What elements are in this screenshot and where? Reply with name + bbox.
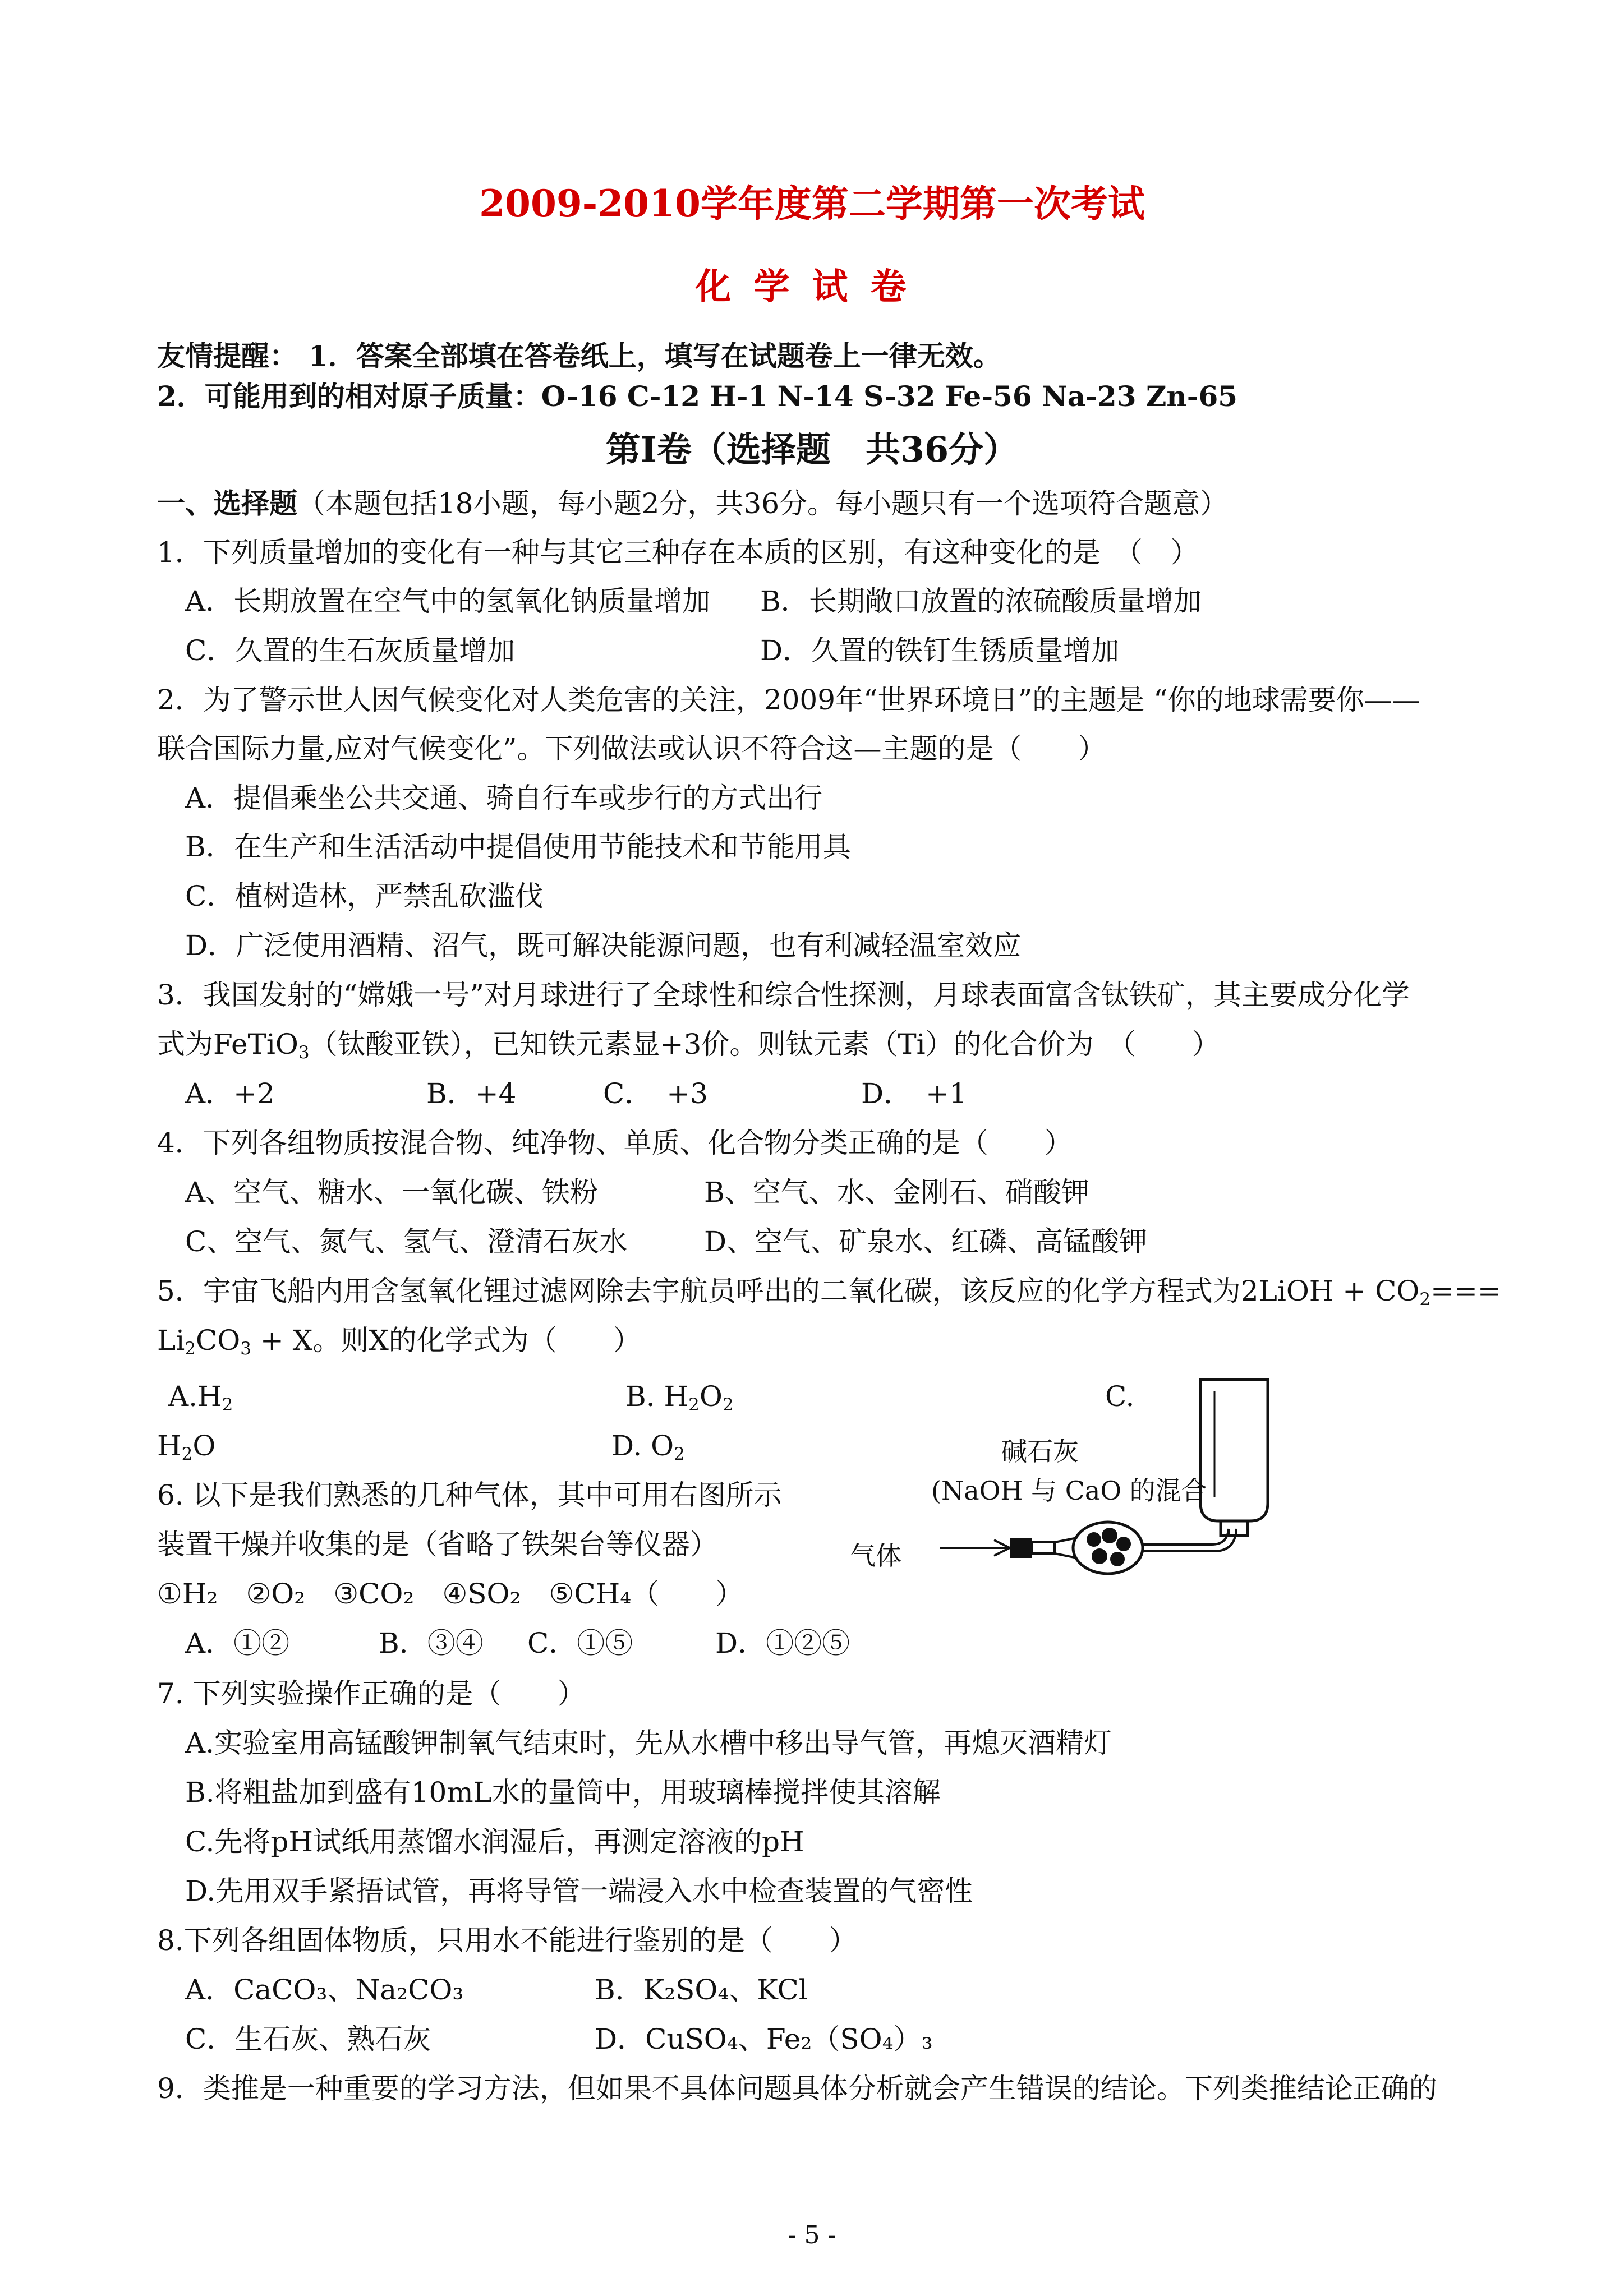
q4-option-a: A、空气、糖水、一氧化碳、铁粉 xyxy=(185,1176,599,1209)
section-heading-label: 一、选择题 xyxy=(157,487,297,520)
q5-stem-text: 5．宇宙飞船内用含氢氧化锂过滤网除去宇航员呼出的二氧化碳，该反应的化学方程式为2LiOH + CO xyxy=(157,1275,1420,1307)
q4-option-d: D、空气、矿泉水、红磷、高锰酸钾 xyxy=(704,1225,1148,1258)
q5-c-h: H xyxy=(157,1430,182,1462)
q4-option-c: C、空气、氮气、氢气、澄清石灰水 xyxy=(185,1225,628,1258)
q5-co-sub: 3 xyxy=(240,1338,251,1359)
q6-gases: ①H₂ ②O₂ ③CO₂ ④SO₂ ⑤CH₄（ ） xyxy=(157,1578,744,1610)
q5-d-sub: 2 xyxy=(674,1444,685,1464)
q6-stem-line-2: 装置干燥并收集的是（省略了铁架台等仪器） xyxy=(157,1528,718,1561)
q6-stem-line-1: 6. 以下是我们熟悉的几种气体，其中可用右图所示 xyxy=(157,1479,782,1511)
q5-option-c: C. xyxy=(1105,1380,1135,1413)
q5-d-text: D. O xyxy=(611,1430,674,1462)
q5-option-c-cont xyxy=(157,1429,215,1463)
q8-stem: 8.下列各组固体物质，只用水不能进行鉴别的是（ ） xyxy=(157,1924,857,1957)
tip-1: 1．答案全部填在答卷纸上，填写在试题卷上一律无效。 xyxy=(309,339,1001,372)
q5-co: CO xyxy=(195,1324,241,1357)
q2-option-a: A．提倡乘坐公共交通、骑自行车或步行的方式出行 xyxy=(185,782,823,814)
section-heading-note: （本题包括18小题，每小题2分，共36分。每小题只有一个选项符合题意） xyxy=(297,487,1229,520)
q3-stem-rest: （钛酸亚铁），已知铁元素显+3价。则钛元素（Ti）的化合价为 （ ） xyxy=(309,1028,1220,1061)
q1-option-d: D．久置的铁钉生锈质量增加 xyxy=(760,634,1120,667)
q5-a-text: A.H xyxy=(168,1380,222,1413)
q6-option-d: D．①②⑤ xyxy=(715,1627,850,1659)
q1-option-b: B．长期敞口放置的浓硫酸质量增加 xyxy=(760,585,1202,617)
q3-option-a: A．+2 xyxy=(185,1077,275,1110)
q2-stem-line-1: 2．为了警示世人因气候变化对人类危害的关注，2009年“世界环境日”的主题是 “你的地球需要你—— xyxy=(157,684,1420,716)
q3-option-c: C． +3 xyxy=(603,1077,708,1110)
q8-option-d: D．CuSO₄、Fe₂（SO₄）₃ xyxy=(595,2023,933,2055)
q3-option-d: D． +1 xyxy=(861,1077,967,1110)
q3-stem-line-2 xyxy=(157,1027,1220,1061)
q5-option-a xyxy=(168,1380,233,1413)
q5-option-d xyxy=(611,1429,685,1463)
q5-b-sub2: 2 xyxy=(722,1394,734,1415)
q3-option-b: B．+4 xyxy=(426,1077,517,1110)
q9-stem: 9．类推是一种重要的学习方法，但如果不具体问题具体分析就会产生错误的结论。下列类推结论正确的 xyxy=(157,2072,1437,2105)
q5-b-o: O xyxy=(699,1380,723,1413)
q5-co2-sub: 2 xyxy=(1419,1289,1431,1310)
q5-stem-line-2 xyxy=(157,1324,641,1357)
q7-option-c: C.先将pH试纸用蒸馏水润湿后，再测定溶液的pH xyxy=(185,1825,804,1858)
q1-stem: 1．下列质量增加的变化有一种与其它三种存在本质的区别，有这种变化的是 （ ） xyxy=(157,536,1199,569)
drying-apparatus-figure xyxy=(841,1357,1279,1604)
q2-option-b: B．在生产和生活活动中提倡使用节能技术和节能用具 xyxy=(185,831,851,863)
q4-option-b: B、空气、水、金刚石、硝酸钾 xyxy=(704,1176,1089,1209)
q1-option-c: C．久置的生石灰质量增加 xyxy=(185,634,516,667)
q5-stem-rest: + X。则X的化学式为（ ） xyxy=(251,1324,641,1357)
q5-c-o: O xyxy=(192,1430,216,1462)
q5-b-sub1: 2 xyxy=(688,1394,700,1415)
q3-formula-sub: 3 xyxy=(298,1042,310,1063)
q5-option-b xyxy=(625,1380,734,1413)
q2-option-c: C．植树造林，严禁乱砍滥伐 xyxy=(185,880,544,912)
q5-equals: === xyxy=(1430,1275,1501,1307)
q1-option-a: A．长期放置在空气中的氢氧化钠质量增加 xyxy=(185,585,711,617)
q5-c-sub: 2 xyxy=(181,1444,193,1464)
section-heading xyxy=(157,487,1228,520)
q6-option-c: C．①⑤ xyxy=(527,1627,633,1659)
q2-option-d: D．广泛使用酒精、沼气，既可解决能源问题，也有利减轻温室效应 xyxy=(185,929,1022,962)
q5-li-sub: 2 xyxy=(185,1338,196,1359)
q4-stem: 4．下列各组物质按混合物、纯净物、单质、化合物分类正确的是（ ） xyxy=(157,1127,1073,1159)
tip-2: 2．可能用到的相对原子质量：O-16 C-12 H-1 N-14 S-32 Fe-56 Na-23 Zn-65 xyxy=(157,380,1238,413)
figure-label-soda-lime: 碱石灰 xyxy=(1001,1436,1079,1467)
q6-option-b: B．③④ xyxy=(379,1627,484,1659)
figure-label-gas: 气体 xyxy=(850,1541,901,1571)
page-number: - 5 - xyxy=(788,2221,836,2249)
q7-stem: 7. 下列实验操作正确的是（ ） xyxy=(157,1677,586,1710)
q8-option-b: B．K₂SO₄、KCl xyxy=(595,1974,808,2006)
figure-label-mixture: (NaOH 与 CaO 的混合 xyxy=(931,1476,1207,1506)
q2-stem-line-2: 联合国际力量,应对气候变化”。下列做法或认识不符合这—主题的是（ ） xyxy=(157,732,1106,765)
q6-option-a: A．①② xyxy=(185,1627,290,1659)
exam-title: 2009-2010学年度第二学期第一次考试 xyxy=(479,182,1145,225)
exam-subtitle: 化学试卷 xyxy=(695,266,929,308)
q5-stem-line-1 xyxy=(157,1274,1501,1308)
tips-line-1 xyxy=(157,339,1001,373)
q5-b-text: B. H xyxy=(625,1380,689,1413)
q5-a-sub: 2 xyxy=(222,1394,233,1415)
q3-formula: 式为FeTiO xyxy=(157,1028,298,1061)
q7-option-d: D.先用双手紧捂试管，再将导管一端浸入水中检查装置的气密性 xyxy=(185,1875,973,1907)
q8-option-a: A．CaCO₃、Na₂CO₃ xyxy=(185,1974,464,2006)
q8-option-c: C．生石灰、熟石灰 xyxy=(185,2023,431,2055)
q3-stem-line-1: 3．我国发射的“嫦娥一号”对月球进行了全球性和综合性探测，月球表面富含钛铁矿，其主要成分化学 xyxy=(157,979,1410,1011)
section-title: 第Ⅰ卷（选择题 共36分） xyxy=(605,429,1019,470)
q7-option-b: B.将粗盐加到盛有10mL水的量筒中，用玻璃棒搅拌使其溶解 xyxy=(185,1776,941,1809)
q7-option-a: A.实验室用高锰酸钾制氧气结束时，先从水槽中移出导气管，再熄灭酒精灯 xyxy=(185,1727,1112,1759)
q5-li: Li xyxy=(157,1324,185,1357)
tips-label: 友情提醒： xyxy=(157,339,297,372)
